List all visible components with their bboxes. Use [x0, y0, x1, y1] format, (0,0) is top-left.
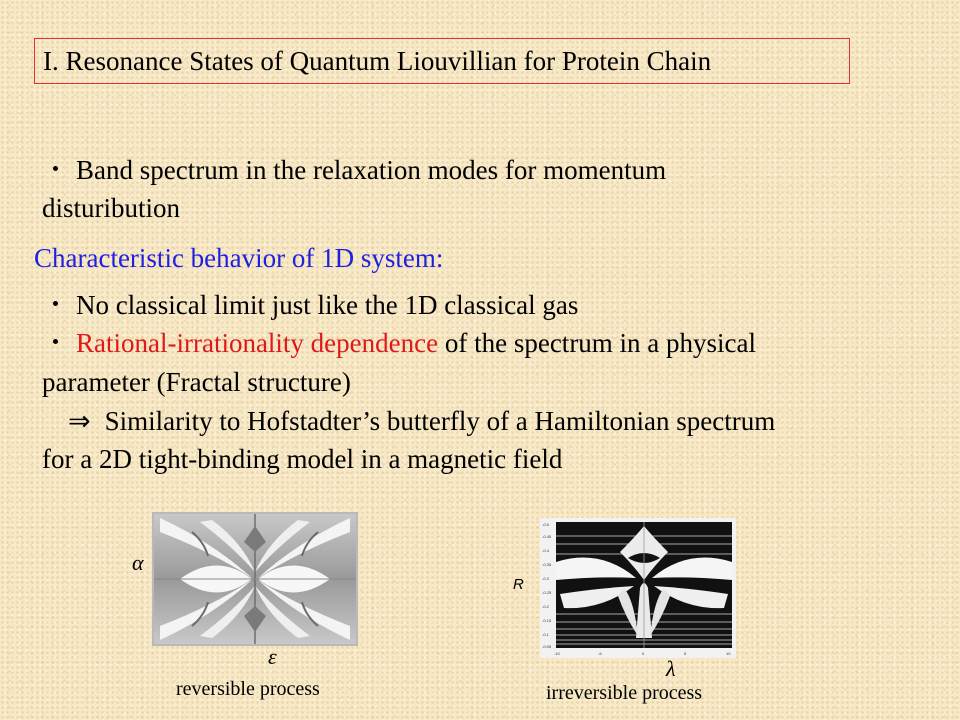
- bullet-point-2: [42, 287, 578, 323]
- implies-arrow: ⇒: [68, 406, 91, 436]
- alpha-axis-label: α: [132, 550, 144, 575]
- svg-text:-0.4: -0.4: [542, 548, 549, 553]
- bullet-point-3: [42, 325, 756, 361]
- svg-text:-0.2: -0.2: [542, 604, 549, 609]
- implication-line-1: [68, 403, 775, 439]
- highlight-text: Rational-irrationality dependence: [76, 328, 439, 358]
- subheading: Characteristic behavior of 1D system:: [34, 243, 444, 273]
- r-axis-label: R: [513, 576, 524, 593]
- svg-text:-0.1: -0.1: [542, 632, 549, 637]
- bullet-mark: ・: [42, 290, 69, 320]
- svg-text:0: 0: [642, 651, 645, 656]
- bullet-3-text: of the spectrum in a physical: [438, 328, 757, 358]
- bullet-2-text: No classical limit just like the 1D classical gas: [76, 290, 579, 320]
- svg-text:-0.25: -0.25: [542, 590, 552, 595]
- svg-text:-0.05: -0.05: [542, 644, 552, 649]
- bullet-mark: ・: [42, 328, 69, 358]
- slide-title: I. Resonance States of Quantum Liouvillian for Protein Chain: [34, 38, 850, 84]
- bullet-3-continuation: parameter (Fractal structure): [42, 367, 351, 397]
- svg-text:5: 5: [684, 651, 687, 656]
- butterfly-spectrum-image: [152, 512, 358, 646]
- bullet-1-text: Band spectrum in the relaxation modes for momentum: [76, 155, 667, 185]
- svg-text:-0.45: -0.45: [542, 534, 552, 539]
- svg-text:-5: -5: [598, 651, 602, 656]
- epsilon-axis-label: ε: [268, 644, 277, 669]
- bullet-1-continuation: disturibution: [42, 193, 181, 223]
- lambda-axis-label: λ: [666, 656, 676, 681]
- svg-text:-0.3: -0.3: [542, 576, 549, 581]
- irreversible-caption: irreversible process: [546, 682, 703, 704]
- bullet-point-1: [42, 152, 666, 188]
- svg-text:-0.35: -0.35: [542, 562, 552, 567]
- resonance-spectrum-image: [540, 518, 736, 658]
- implication-text: Similarity to Hofstadter’s butterfly of a Hamiltonian spectrum: [104, 406, 776, 436]
- reversible-caption: reversible process: [176, 678, 320, 700]
- bullet-mark: ・: [42, 155, 69, 185]
- svg-text:10: 10: [726, 651, 731, 656]
- svg-text:-0.5: -0.5: [542, 522, 549, 527]
- svg-text:-10: -10: [554, 651, 560, 656]
- implication-line-2: for a 2D tight-binding model in a magnetic field: [42, 444, 563, 474]
- svg-text:-0.15: -0.15: [542, 618, 552, 623]
